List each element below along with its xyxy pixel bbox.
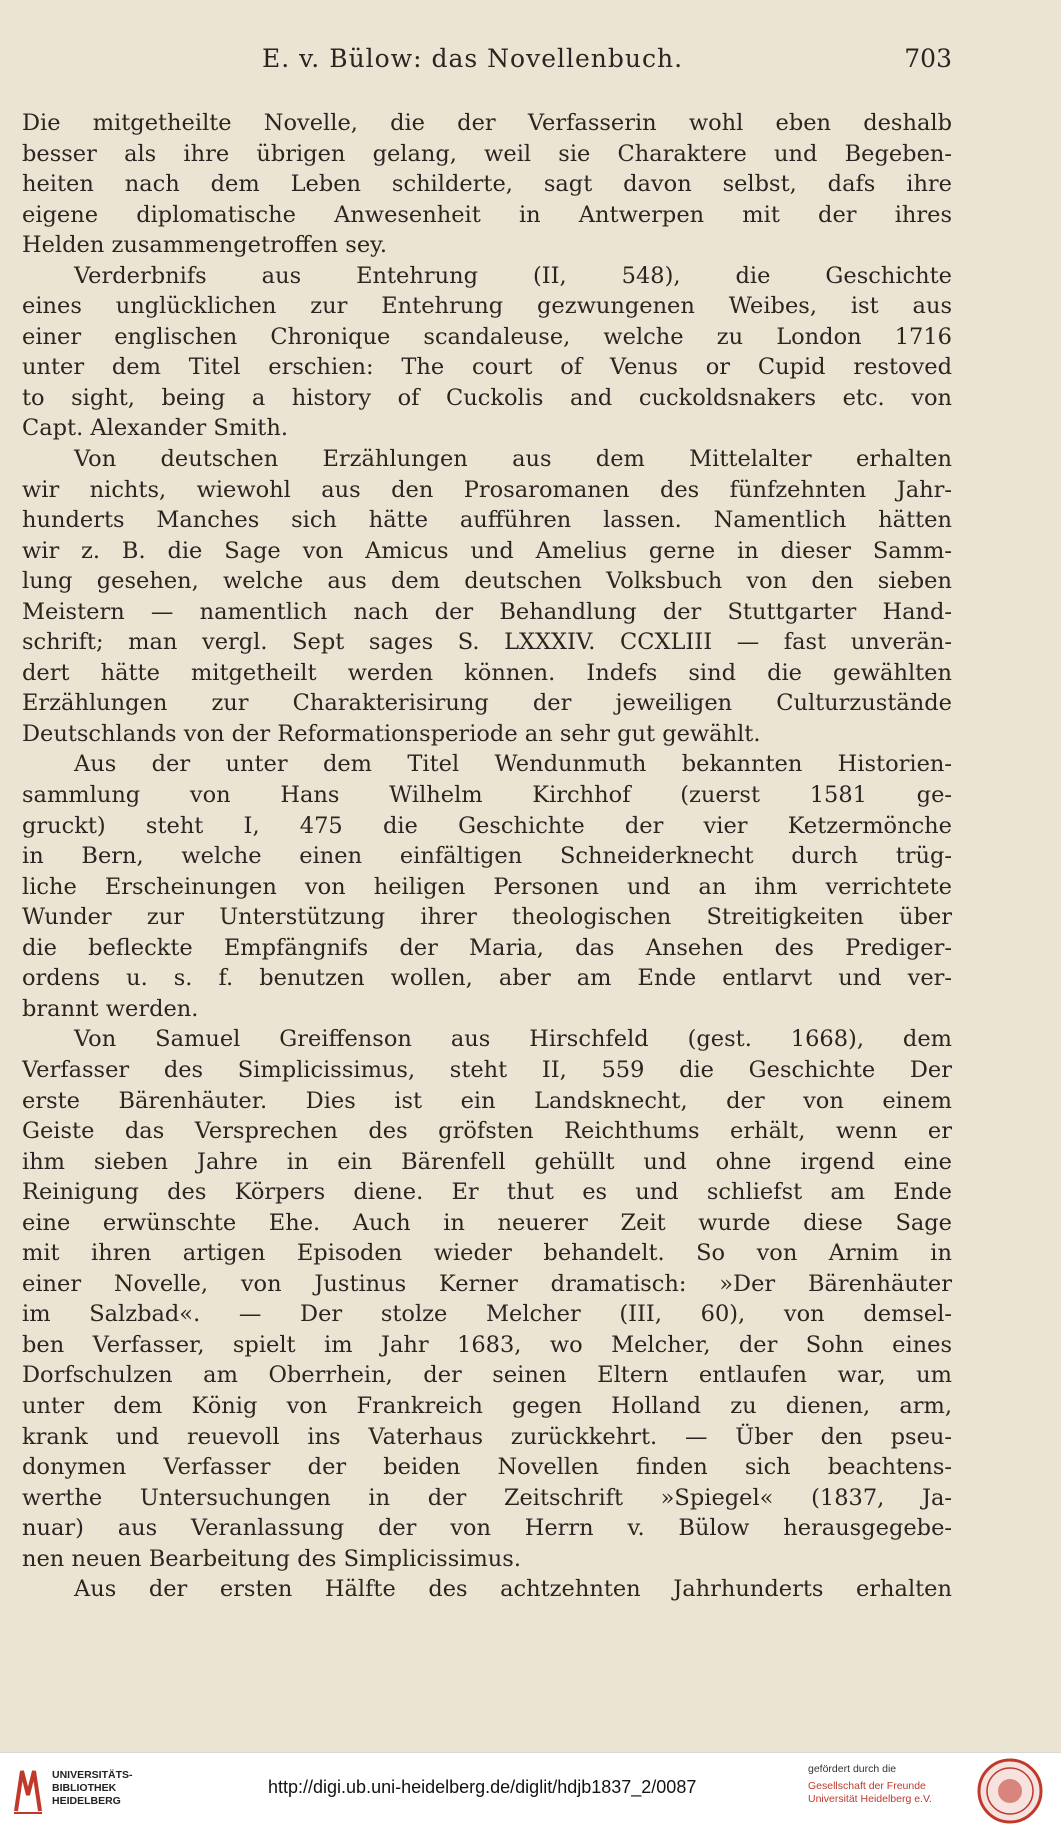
text-line: werthe Untersuchungen in der Zeitschrift »Spiegel« (1837, Ja-: [22, 1484, 952, 1511]
library-name-line: BIBLIOTHEK: [52, 1782, 117, 1794]
text-line: donymen Verfasser der beiden Novellen finden sich beachtens-: [22, 1454, 952, 1481]
permalink-url[interactable]: http://digi.ub.uni-heidelberg.de/diglit/hdjb1837_2/0087: [268, 1777, 697, 1797]
text-line: schrift; man vergl. Sept sages S. LXXXIV. CCXLIII — fast unverän-: [22, 629, 952, 656]
library-name: [52, 1769, 133, 1808]
text-line: Aus der unter dem Titel Wendunmuth bekannten Historien-: [74, 751, 952, 778]
text-line: Von Samuel Greiffenson aus Hirschfeld (gest. 1668), dem: [74, 1026, 952, 1053]
text-line: unter dem König von Frankreich gegen Holland zu dienen, arm,: [22, 1392, 952, 1419]
text-line: Dorfschulzen am Oberrhein, der seinen Eltern entlaufen war, um: [22, 1362, 952, 1389]
text-line: gruckt) steht I, 475 die Geschichte der vier Ketzermönche: [22, 812, 952, 839]
viewer-footer: [0, 1752, 1061, 1828]
running-title: E. v. Bülow: das Novellenbuch.: [262, 44, 684, 73]
text-line: die befleckte Empfängnifs der Maria, das Ansehen des Prediger-: [22, 934, 952, 961]
sponsor-label: gefördert durch die: [808, 1763, 897, 1775]
text-line: hunderts Manches sich hätte aufführen lassen. Namentlich hätten: [22, 507, 952, 534]
body-text: [22, 108, 952, 1605]
text-line: wir nichts, wiewohl aus den Prosaromanen des fünfzehnten Jahr-: [22, 476, 952, 503]
text-line: dert hätte mitgetheilt werden können. Indefs sind die gewählten: [22, 659, 952, 686]
text-line: eine erwünschte Ehe. Auch in neuerer Zeit wurde diese Sage: [22, 1209, 952, 1236]
text-line: Geiste das Versprechen des gröfsten Reichthums erhält, wenn er: [22, 1118, 952, 1145]
sponsor-credit: [808, 1763, 978, 1806]
text-line: Die mitgetheilte Novelle, die der Verfasserin wohl eben deshalb: [22, 110, 952, 136]
text-line: Von deutschen Erzählungen aus dem Mittelalter erhalten: [74, 446, 952, 473]
text-line: lung gesehen, welche aus dem deutschen Volksbuch von den sieben: [22, 568, 952, 595]
text-line: erste Bärenhäuter. Dies ist ein Landsknecht, der von einem: [22, 1087, 952, 1114]
university-seal-icon: [12, 1765, 44, 1815]
text-line: ihm sieben Jahre in ein Bärenfell gehüllt und ohne irgend eine: [22, 1148, 952, 1175]
sponsor-seal-icon: [976, 1757, 1044, 1825]
text-line: Reinigung des Körpers diene. Er thut es und schliefst am Ende: [22, 1179, 952, 1206]
library-name-line: UNIVERSITÄTS-: [52, 1769, 133, 1781]
text-line: brannt werden.: [22, 995, 199, 1022]
text-line: mit ihren artigen Episoden wieder behandelt. So von Arnim in: [22, 1240, 952, 1267]
text-line: im Salzbad«. — Der stolze Melcher (III, 60), von demsel-: [22, 1301, 952, 1328]
page-number: 703: [904, 44, 952, 73]
text-line: unter dem Titel erschien: The court of Venus or Cupid restoved: [22, 354, 952, 381]
sponsor-name: Universität Heidelberg e.V.: [808, 1793, 932, 1805]
text-line: wir z. B. die Sage von Amicus und Amelius gerne in dieser Samm-: [22, 537, 952, 564]
text-line: Capt. Alexander Smith.: [22, 415, 288, 442]
text-line: Helden zusammengetroffen sey.: [22, 232, 388, 259]
text-line: Verfasser des Simplicissimus, steht II, 559 die Geschichte Der: [22, 1056, 952, 1083]
text-line: nuar) aus Veranlassung der von Herrn v. Bülow herausgegebe-: [22, 1515, 952, 1542]
text-line: heiten nach dem Leben schilderte, sagt davon selbst, dafs ihre: [22, 171, 952, 198]
sponsor-name: Gesellschaft der Freunde: [808, 1780, 926, 1792]
text-line: Wunder zur Unterstützung ihrer theologischen Streitigkeiten über: [22, 904, 952, 931]
text-line: Meistern — namentlich nach der Behandlung der Stuttgarter Hand-: [22, 598, 952, 625]
text-line: Verderbnifs aus Entehrung (II, 548), die Geschichte: [74, 262, 952, 289]
text-line: einer Novelle, von Justinus Kerner dramatisch: »Der Bärenhäuter: [22, 1270, 952, 1297]
text-line: Deutschlands von der Reformationsperiode an sehr gut gewählt.: [22, 720, 761, 747]
page-header: [22, 44, 952, 84]
text-line: Aus der ersten Hälfte des achtzehnten Jahrhunderts erhalten: [74, 1576, 952, 1603]
text-line: nen neuen Bearbeitung des Simplicissimus.: [22, 1545, 521, 1572]
text-line: krank und reuevoll ins Vaterhaus zurückkehrt. — Über den pseu-: [22, 1423, 952, 1450]
text-line: einer englischen Chronique scandaleuse, welche zu London 1716: [22, 323, 952, 350]
text-line: ordens u. s. f. benutzen wollen, aber am Ende entlarvt und ver-: [22, 965, 952, 992]
text-line: in Bern, welche einen einfältigen Schneiderknecht durch trüg-: [22, 843, 952, 870]
text-line: eines unglücklichen zur Entehrung gezwungenen Weibes, ist aus: [22, 293, 952, 320]
text-line: besser als ihre übrigen gelang, weil sie Charaktere und Begeben-: [22, 140, 952, 167]
text-line: Erzählungen zur Charakterisirung der jeweiligen Culturzustände: [22, 690, 952, 717]
text-line: liche Erscheinungen von heiligen Personen und an ihm verrichtete: [22, 873, 952, 900]
text-line: to sight, being a history of Cuckolis and cuckoldsnakers etc. von: [22, 384, 952, 411]
text-line: ben Verfasser, spielt im Jahr 1683, wo Melcher, der Sohn eines: [22, 1331, 952, 1358]
text-line: eigene diplomatische Anwesenheit in Antwerpen mit der ihres: [22, 201, 952, 228]
library-name-line: HEIDELBERG: [52, 1795, 121, 1807]
text-line: sammlung von Hans Wilhelm Kirchhof (zuerst 1581 ge-: [22, 782, 952, 809]
